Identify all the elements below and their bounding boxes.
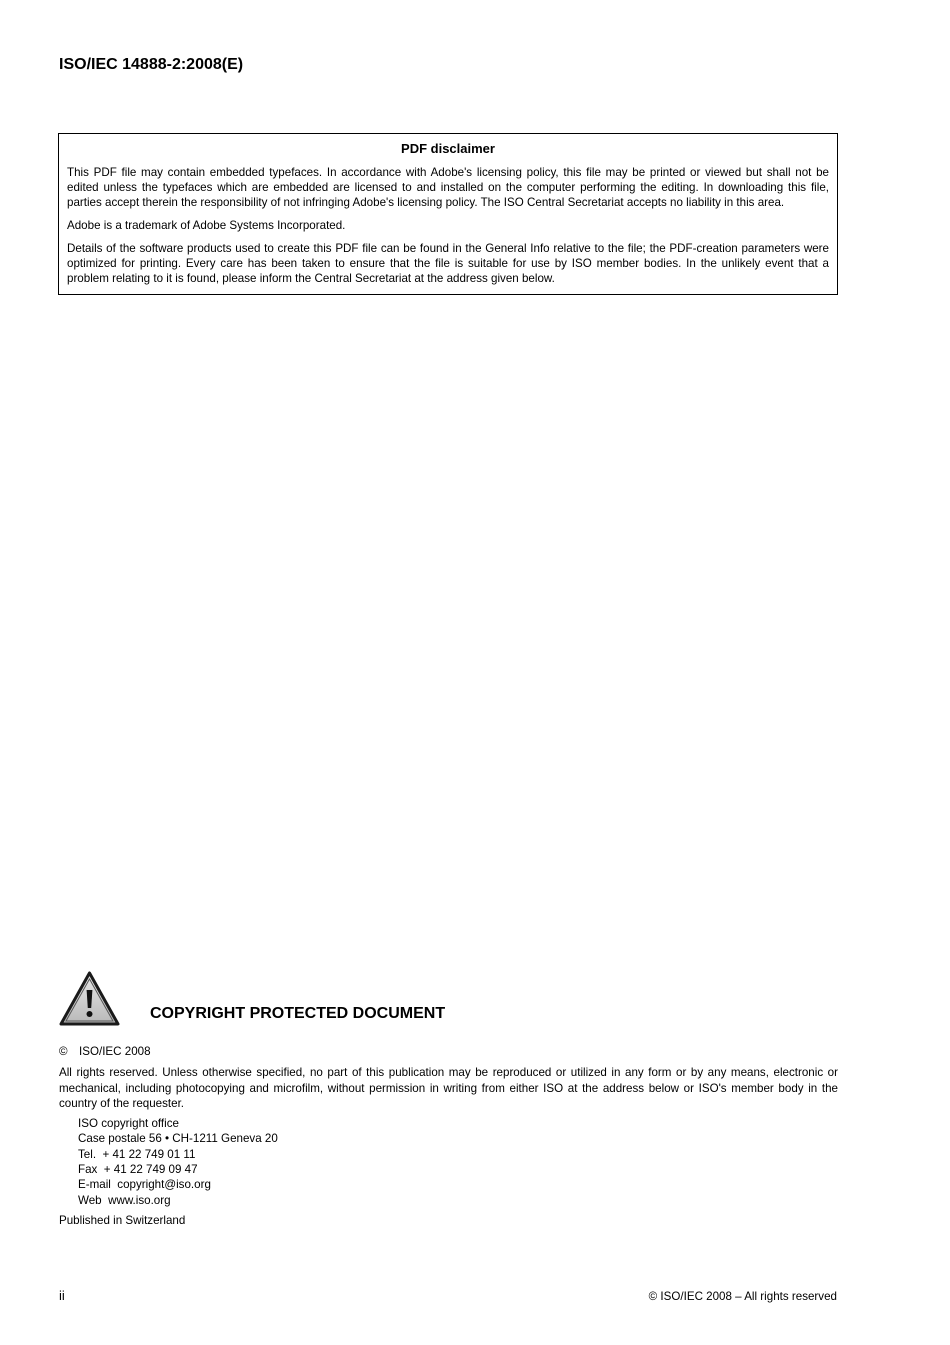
published-location: Published in Switzerland <box>59 1213 186 1227</box>
address-line-web: Web www.iso.org <box>78 1193 171 1207</box>
pdf-disclaimer-box <box>58 133 838 295</box>
footer-copyright: © ISO/IEC 2008 – All rights reserved <box>648 1290 837 1303</box>
address-line-fax: Fax + 41 22 749 09 47 <box>78 1163 198 1177</box>
copyright-heading: COPYRIGHT PROTECTED DOCUMENT <box>150 1005 446 1022</box>
address-line-postal: Case postale 56 • CH-1211 Geneva 20 <box>78 1132 278 1146</box>
disclaimer-paragraph-trademark: Adobe is a trademark of Adobe Systems Incorporated. <box>67 219 346 232</box>
copyright-section <box>59 1044 838 1228</box>
disclaimer-paragraph-typefaces: This PDF file may contain embedded typefaces. In accordance with Adobe's licensing policy, this file may be printed or viewed but shall not be edited unless the typefaces which are embedded are licensed to and installed on the computer performing the editing. In downloading this file, parties accept therein the responsibility of not infringing Adobe's licensing policy. The ISO Central Secretariat accepts no liability in this area. <box>67 166 829 209</box>
rights-statement: All rights reserved. Unless otherwise specified, no part of this publication may be reproduced or utilized in any form or by any means, electronic or mechanical, including photocopying and microfilm, without permission in writing from either ISO at the address below or ISO's member body in the country of the requester. <box>59 1066 838 1110</box>
address-line-email: E-mail copyright@iso.org <box>78 1178 211 1192</box>
address-line-tel: Tel. + 41 22 749 01 11 <box>78 1147 196 1161</box>
address-line-office: ISO copyright office <box>78 1117 179 1131</box>
disclaimer-title: PDF disclaimer <box>401 141 495 156</box>
copyright-symbol: © <box>59 1045 68 1058</box>
disclaimer-paragraph-details: Details of the software products used to create this PDF file can be found in the General Info relative to the file; the PDF-creation parameters were optimized for printing. Every care has been taken to ensure that the file is suitable for use by ISO member bodies. In the unlikely event that a problem relating to it is found, please inform the Central Secretariat at the address given below. <box>67 242 829 285</box>
copyright-notice <box>59 1044 838 1059</box>
address-block <box>78 1116 838 1208</box>
warning-triangle-icon <box>58 970 121 1027</box>
document-id-header: ISO/IEC 14888-2:2008(E) <box>59 56 244 73</box>
copyright-holder: ISO/IEC 2008 <box>79 1045 151 1058</box>
page-number: ii <box>59 1288 65 1303</box>
